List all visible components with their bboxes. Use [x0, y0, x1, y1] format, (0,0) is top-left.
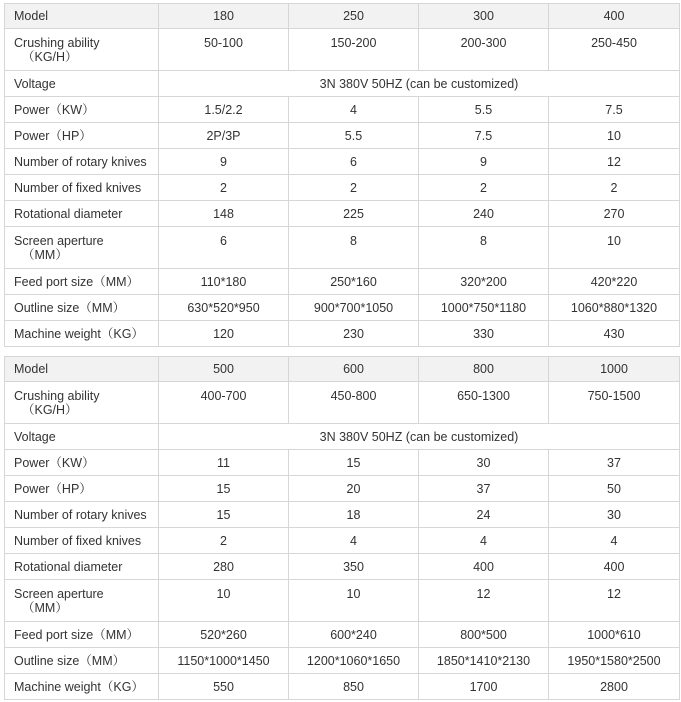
row-feed-port — [5, 622, 680, 648]
label-power-kw: Power（KW） — [5, 450, 159, 476]
cell-value: 6 — [289, 149, 419, 175]
row-feed-port — [5, 269, 680, 295]
cell-value: 200-300 — [419, 29, 549, 71]
cell-value: 10 — [289, 580, 419, 622]
row-fixed-knives — [5, 175, 680, 201]
cell-value: 2800 — [549, 674, 680, 700]
cell-value: 30 — [549, 502, 680, 528]
cell-value: 2 — [159, 175, 289, 201]
cell-value: 37 — [419, 476, 549, 502]
cell-value: 1000*610 — [549, 622, 680, 648]
model-value: 500 — [159, 357, 289, 382]
label-crushing-ability — [5, 382, 159, 424]
cell-value: 1850*1410*2130 — [419, 648, 549, 674]
row-outline-size — [5, 648, 680, 674]
label-machine-weight: Machine weight（KG） — [5, 674, 159, 700]
cell-value: 1.5/2.2 — [159, 97, 289, 123]
model-value: 300 — [419, 4, 549, 29]
cell-value: 15 — [159, 476, 289, 502]
cell-value: 24 — [419, 502, 549, 528]
voltage-value: 3N 380V 50HZ (can be customized) — [159, 71, 680, 97]
cell-value: 12 — [549, 149, 680, 175]
row-fixed-knives — [5, 528, 680, 554]
cell-value: 520*260 — [159, 622, 289, 648]
label-screen-aperture — [5, 227, 159, 269]
cell-value: 1200*1060*1650 — [289, 648, 419, 674]
cell-value: 8 — [289, 227, 419, 269]
label-fixed-knives: Number of fixed knives — [5, 528, 159, 554]
cell-value: 400 — [549, 554, 680, 580]
model-value: 800 — [419, 357, 549, 382]
cell-value: 450-800 — [289, 382, 419, 424]
label-line: （MM） — [22, 247, 68, 262]
cell-value: 2 — [549, 175, 680, 201]
cell-value: 10 — [549, 123, 680, 149]
row-screen-aperture — [5, 580, 680, 622]
label-line: Crushing ability — [14, 388, 100, 403]
cell-value: 2 — [159, 528, 289, 554]
cell-value: 800*500 — [419, 622, 549, 648]
label-line: Crushing ability — [14, 35, 100, 50]
cell-value: 400 — [419, 554, 549, 580]
cell-value: 4 — [289, 97, 419, 123]
cell-value: 18 — [289, 502, 419, 528]
label-feed-port: Feed port size（MM） — [5, 269, 159, 295]
cell-value: 320*200 — [419, 269, 549, 295]
cell-value: 330 — [419, 321, 549, 347]
label-power-hp: Power（HP） — [5, 476, 159, 502]
cell-value: 225 — [289, 201, 419, 227]
label-rotational-diameter: Rotational diameter — [5, 201, 159, 227]
cell-value: 7.5 — [549, 97, 680, 123]
cell-value: 1950*1580*2500 — [549, 648, 680, 674]
label-voltage: Voltage — [5, 71, 159, 97]
cell-value: 600*240 — [289, 622, 419, 648]
cell-value: 150-200 — [289, 29, 419, 71]
cell-value: 420*220 — [549, 269, 680, 295]
label-rotational-diameter: Rotational diameter — [5, 554, 159, 580]
cell-value: 1700 — [419, 674, 549, 700]
cell-value: 400-700 — [159, 382, 289, 424]
cell-value: 15 — [159, 502, 289, 528]
cell-value: 650-1300 — [419, 382, 549, 424]
row-rotary-knives — [5, 149, 680, 175]
row-rotary-knives — [5, 502, 680, 528]
cell-value: 30 — [419, 450, 549, 476]
label-feed-port: Feed port size（MM） — [5, 622, 159, 648]
row-machine-weight — [5, 674, 680, 700]
cell-value: 250-450 — [549, 29, 680, 71]
row-power-kw — [5, 97, 680, 123]
model-value: 400 — [549, 4, 680, 29]
cell-value: 5.5 — [289, 123, 419, 149]
row-crushing-ability — [5, 382, 680, 424]
cell-value: 9 — [159, 149, 289, 175]
cell-value: 350 — [289, 554, 419, 580]
label-rotary-knives: Number of rotary knives — [5, 149, 159, 175]
row-crushing-ability — [5, 29, 680, 71]
cell-value: 9 — [419, 149, 549, 175]
label-power-hp: Power（HP） — [5, 123, 159, 149]
cell-value: 280 — [159, 554, 289, 580]
cell-value: 12 — [419, 580, 549, 622]
row-model — [5, 4, 680, 29]
cell-value: 2 — [419, 175, 549, 201]
model-value: 250 — [289, 4, 419, 29]
cell-value: 1000*750*1180 — [419, 295, 549, 321]
row-power-hp — [5, 123, 680, 149]
cell-value: 4 — [549, 528, 680, 554]
row-outline-size — [5, 295, 680, 321]
cell-value: 250*160 — [289, 269, 419, 295]
cell-value: 240 — [419, 201, 549, 227]
cell-value: 11 — [159, 450, 289, 476]
cell-value: 50-100 — [159, 29, 289, 71]
row-power-hp — [5, 476, 680, 502]
label-power-kw: Power（KW） — [5, 97, 159, 123]
label-line: （KG/H） — [22, 49, 78, 64]
cell-value: 148 — [159, 201, 289, 227]
label-fixed-knives: Number of fixed knives — [5, 175, 159, 201]
cell-value: 7.5 — [419, 123, 549, 149]
row-voltage — [5, 424, 680, 450]
row-power-kw — [5, 450, 680, 476]
cell-value: 2P/3P — [159, 123, 289, 149]
label-model: Model — [5, 357, 159, 382]
label-model: Model — [5, 4, 159, 29]
model-value: 180 — [159, 4, 289, 29]
cell-value: 10 — [549, 227, 680, 269]
row-machine-weight — [5, 321, 680, 347]
cell-value: 270 — [549, 201, 680, 227]
label-line: Screen aperture — [14, 586, 104, 601]
label-outline-size: Outline size（MM） — [5, 295, 159, 321]
voltage-value: 3N 380V 50HZ (can be customized) — [159, 424, 680, 450]
cell-value: 110*180 — [159, 269, 289, 295]
cell-value: 50 — [549, 476, 680, 502]
cell-value: 1150*1000*1450 — [159, 648, 289, 674]
cell-value: 230 — [289, 321, 419, 347]
spec-table-2 — [4, 356, 680, 700]
cell-value: 15 — [289, 450, 419, 476]
model-value: 1000 — [549, 357, 680, 382]
cell-value: 1060*880*1320 — [549, 295, 680, 321]
cell-value: 900*700*1050 — [289, 295, 419, 321]
row-rotational-diameter — [5, 554, 680, 580]
label-line: Screen aperture — [14, 233, 104, 248]
label-rotary-knives: Number of rotary knives — [5, 502, 159, 528]
cell-value: 12 — [549, 580, 680, 622]
cell-value: 750-1500 — [549, 382, 680, 424]
label-outline-size: Outline size（MM） — [5, 648, 159, 674]
cell-value: 550 — [159, 674, 289, 700]
cell-value: 6 — [159, 227, 289, 269]
label-screen-aperture — [5, 580, 159, 622]
cell-value: 5.5 — [419, 97, 549, 123]
cell-value: 10 — [159, 580, 289, 622]
model-value: 600 — [289, 357, 419, 382]
label-machine-weight: Machine weight（KG） — [5, 321, 159, 347]
cell-value: 120 — [159, 321, 289, 347]
label-crushing-ability — [5, 29, 159, 71]
label-voltage: Voltage — [5, 424, 159, 450]
row-screen-aperture — [5, 227, 680, 269]
label-line: （MM） — [22, 600, 68, 615]
cell-value: 850 — [289, 674, 419, 700]
label-line: （KG/H） — [22, 402, 78, 417]
cell-value: 20 — [289, 476, 419, 502]
cell-value: 4 — [289, 528, 419, 554]
cell-value: 8 — [419, 227, 549, 269]
cell-value: 37 — [549, 450, 680, 476]
row-voltage — [5, 71, 680, 97]
spec-table-1 — [4, 3, 680, 347]
cell-value: 4 — [419, 528, 549, 554]
row-model — [5, 357, 680, 382]
cell-value: 430 — [549, 321, 680, 347]
cell-value: 630*520*950 — [159, 295, 289, 321]
row-rotational-diameter — [5, 201, 680, 227]
cell-value: 2 — [289, 175, 419, 201]
